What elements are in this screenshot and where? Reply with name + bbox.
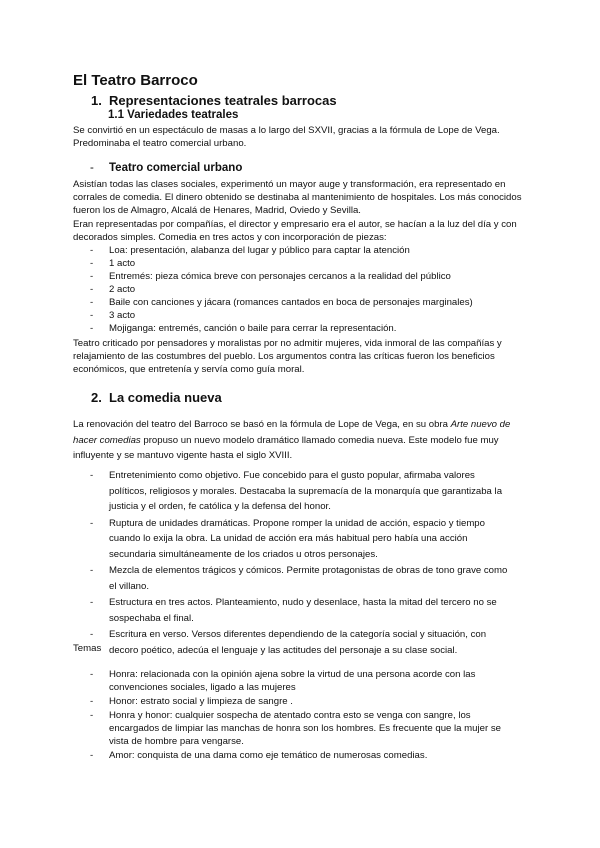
teatro-comercial-bullet: - xyxy=(90,162,94,174)
themes-list xyxy=(90,668,510,763)
list-item-text: 1 acto xyxy=(109,258,136,269)
list-item-text: Honra y honor: cualquier sospecha de atentado contra esto se venga con sangre, los encargados de limpiar las manchas de honra son los hombres. Es frecuente que la mujer se vista de hombre para vengarse. xyxy=(109,710,501,747)
list-item xyxy=(90,309,510,322)
list-bullet: - xyxy=(90,271,94,282)
list-item xyxy=(90,516,510,563)
list-bullet: - xyxy=(90,696,94,707)
section-2-intro xyxy=(73,417,533,464)
list-item xyxy=(90,749,510,762)
list-bullet: - xyxy=(90,323,94,334)
list-bullet: - xyxy=(90,669,94,680)
list-bullet: - xyxy=(90,710,94,721)
list-item xyxy=(90,244,510,257)
list-item-text: Honor: estrato social y limpieza de sangre . xyxy=(109,696,293,707)
teatro-comercial-heading xyxy=(90,162,242,174)
themes-label: Temas xyxy=(73,643,102,654)
section-2-heading xyxy=(91,390,222,405)
pieces-list xyxy=(90,244,510,335)
list-bullet: - xyxy=(90,297,94,308)
list-bullet: - xyxy=(90,750,94,761)
list-bullet: - xyxy=(90,565,94,576)
list-item xyxy=(90,322,510,335)
list-item xyxy=(90,257,510,270)
list-item-text: 2 acto xyxy=(109,284,136,295)
list-bullet: - xyxy=(90,470,94,481)
list-item-text: Loa: presentación, alabanza del lugar y público para captar la atención xyxy=(109,245,410,256)
features-list xyxy=(90,468,510,659)
section-1-intro: Se convirtió en un espectáculo de masas a lo largo del SXVII, gracias a la fórmula de Lope de Vega. Predominaba el teatro comercial urbano. xyxy=(73,125,500,149)
list-item xyxy=(90,709,510,748)
list-item-text: 3 acto xyxy=(109,310,136,321)
teatro-comercial-title: Teatro comercial urbano xyxy=(109,162,243,174)
teatro-comercial-para-2: Eran representadas por compañías, el director y empresario era el autor, se hacían a la luz del día y con decorados simples. Comedia en tres actos y con incorporación de piezas: xyxy=(73,219,517,243)
list-item xyxy=(90,668,510,694)
section-2-intro-part-1: La renovación del teatro del Barroco se basó en la fórmula de Lope de Vega, en su obra xyxy=(73,419,451,430)
list-item xyxy=(90,695,510,708)
list-item-text: Ruptura de unidades dramáticas. Propone romper la unidad de acción, espacio y tiempo cuando lo exija la obra. La unidad de acción era más habitual pero había una acción secundaria simultáneamente de los criados u otros personajes. xyxy=(109,517,485,560)
list-bullet: - xyxy=(90,258,94,269)
teatro-comercial-para-1: Asistían todas las clases sociales, experimentó un mayor auge y transformación, era representado en corrales de comedia. El dinero obtenido se destinaba al mantenimiento de hospitales. Los más conocidos fueron los de Almagro, Alcalá de Henares, Madrid, Oviedo y Sevilla. xyxy=(73,179,522,216)
teatro-comercial-para-3: Teatro criticado por pensadores y moralistas por no admitir mujeres, vida inmoral de las compañías y relajamiento de las costumbres del pueblo. Los argumentos contra las críticas fueron los beneficios económicos, que entretenía y servía como guía moral. xyxy=(73,338,502,375)
list-item-text: Estructura en tres actos. Planteamiento, nudo y desenlace, hasta la mitad del tercero no se sospechaba el final. xyxy=(109,597,497,624)
list-bullet: - xyxy=(90,597,94,608)
section-1-title: Representaciones teatrales barrocas xyxy=(109,93,337,108)
subsection-1-1-heading: 1.1 Variedades teatrales xyxy=(108,109,239,121)
book-title: Arte nuevo de hacer comedias xyxy=(73,419,511,446)
list-item xyxy=(90,283,510,296)
list-bullet: - xyxy=(90,284,94,295)
list-bullet: - xyxy=(90,517,94,529)
list-item-text: Amor: conquista de una dama como eje temático de numerosas comedias. xyxy=(109,750,428,761)
list-item xyxy=(90,595,510,626)
section-1-heading xyxy=(91,93,337,108)
list-item-text: Mezcla de elementos trágicos y cómicos. Permite protagonistas de obras de tono grave como el villano. xyxy=(109,565,508,592)
list-item-text: Honra: relacionada con la opinión ajena sobre la virtud de una persona acorde con las convenciones sociales, ligado a las mujeres xyxy=(109,669,476,693)
list-item-text: Entremés: pieza cómica breve con personajes cercanos a la realidad del público xyxy=(109,271,451,282)
list-bullet: - xyxy=(90,245,94,256)
section-2-number: 2. xyxy=(91,390,102,405)
section-2-title: La comedia nueva xyxy=(109,390,222,405)
list-item-text: Mojiganga: entremés, canción o baile para cerrar la representación. xyxy=(109,323,397,334)
section-1-number: 1. xyxy=(91,93,102,108)
list-item-text: Escritura en verso. Versos diferentes dependiendo de la categoría social y situación, con decoro poético, adecúa el lenguaje y las actitudes del personaje a su clase social. xyxy=(109,629,487,656)
list-bullet: - xyxy=(90,629,94,640)
list-item xyxy=(90,468,510,515)
list-item xyxy=(90,296,510,309)
list-item xyxy=(90,270,510,283)
list-item-text: Baile con canciones y jácara (romances cantados en boca de personajes marginales) xyxy=(109,297,473,308)
document-title: El Teatro Barroco xyxy=(73,72,198,89)
list-bullet: - xyxy=(90,310,94,321)
list-item xyxy=(90,563,510,594)
section-2-intro-part-2: propuso un nuevo modelo dramático llamado comedia nueva. Este modelo fue muy influyente y se mantuvo vigente hasta el siglo XVIII. xyxy=(73,434,499,461)
list-item-text: Entretenimiento como objetivo. Fue concebido para el gusto popular, afirmaba valores políticos, religiosos y morales. Destacaba la supremacía de la monarquía que garantizaba la justicia y el orden, fe católica y la defensa del honor. xyxy=(109,470,503,512)
